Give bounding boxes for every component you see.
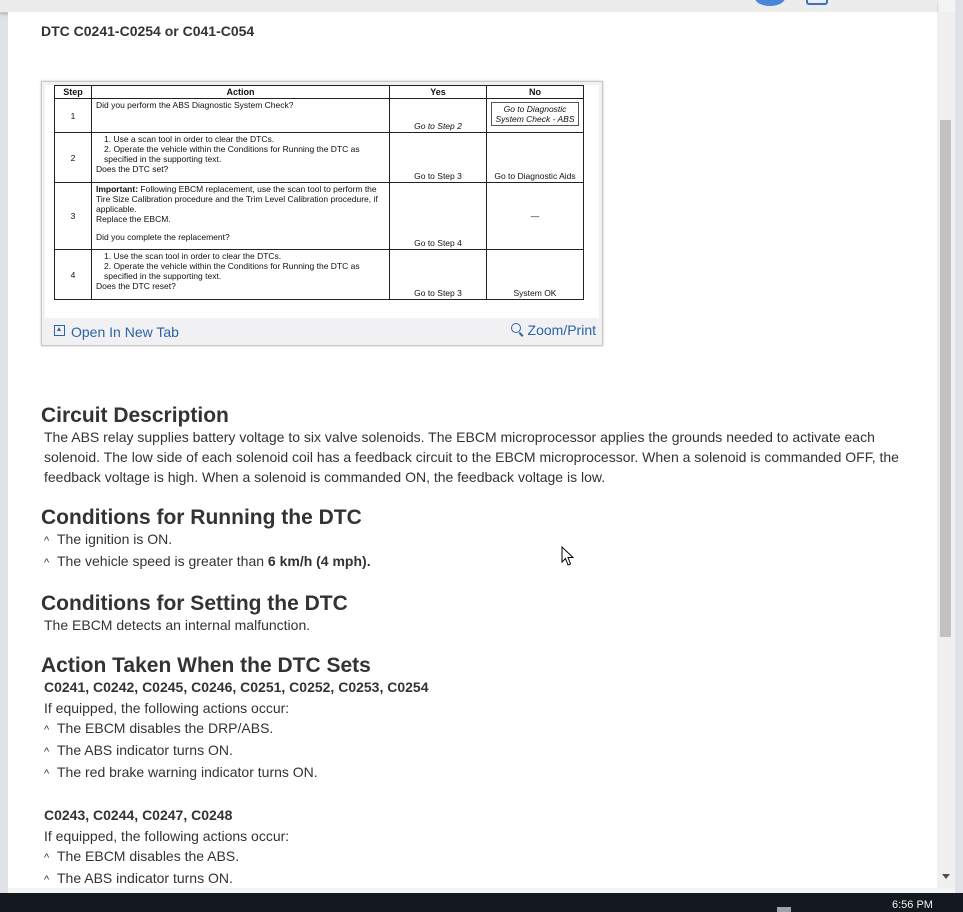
document-content [8, 12, 937, 888]
bullet-text: The ABS indicator turns ON. [57, 742, 233, 758]
step-yes: Go to Step 2 [390, 99, 487, 133]
action-line [96, 184, 385, 214]
action-line: 1. Use a scan tool in order to clear the DTCs. [104, 134, 275, 144]
action-line: 2. Operate the vehicle within the Conditions for Running the DTC as specified in the supporting text. [104, 144, 360, 164]
action-line: Does the DTC reset? [96, 281, 176, 291]
action-line: Did you complete the replacement? [96, 232, 230, 242]
open-tab-label: Open In New Tab [71, 324, 179, 340]
taskbar [0, 893, 963, 912]
action-taken-heading: Action Taken When the DTC Sets [41, 654, 371, 677]
bullet-text: The vehicle speed is greater than [57, 553, 268, 569]
open-new-tab-icon [54, 325, 65, 336]
header-action: Action [92, 86, 390, 99]
action-line: Does the DTC set? [96, 164, 169, 174]
header-no: No [487, 86, 584, 99]
step-action [92, 133, 390, 183]
bullet-glyph: ^ [44, 874, 50, 886]
bullet-glyph: ^ [44, 724, 50, 736]
bullet-glyph: ^ [44, 746, 50, 758]
action-line: Replace the EBCM. [96, 214, 171, 224]
bullet-glyph: ^ [44, 535, 50, 547]
speed-threshold: 6 km/h (4 mph). [267, 553, 371, 569]
list-item [41, 846, 911, 868]
table-row [55, 250, 584, 300]
tray-label [808, 904, 868, 912]
diagnostic-table-figure [41, 81, 603, 346]
bullet-text: The EBCM disables the ABS. [57, 848, 240, 864]
header-yes: Yes [390, 86, 487, 99]
step-number: 1 [55, 99, 92, 133]
step-number: 2 [55, 133, 92, 183]
table-row [55, 183, 584, 250]
action-line: Did you perform the ABS Diagnostic System Check? [96, 100, 294, 110]
zoom-print-label: Zoom/Print [527, 322, 596, 338]
circuit-description-heading: Circuit Description [41, 404, 229, 427]
profile-button[interactable] [755, 0, 785, 6]
actions-intro: If equipped, the following actions occur: [44, 828, 290, 844]
step-no: System OK [487, 250, 584, 300]
dtc-code-group: C0243, C0244, C0247, C0248 [44, 807, 233, 823]
figure-image[interactable] [45, 85, 599, 318]
conditions-setting-text: The EBCM detects an internal malfunction. [44, 617, 311, 633]
action-line: 2. Operate the vehicle within the Conditions for Running the DTC as specified in the supporting text. [104, 261, 360, 281]
list-item [41, 529, 911, 551]
bullet-text: The ignition is ON. [57, 531, 173, 547]
window-left-border [0, 0, 8, 893]
table-row [55, 133, 584, 183]
table-header-row [55, 86, 584, 99]
list-item [41, 740, 911, 762]
window-right-border [955, 0, 963, 893]
figure-footer [42, 320, 602, 345]
conditions-setting-heading: Conditions for Setting the DTC [41, 592, 348, 615]
step-yes: Go to Step 4 [390, 183, 487, 250]
step-action [92, 250, 390, 300]
bullet-glyph: ^ [44, 852, 50, 864]
bullet-text: The EBCM disables the DRP/ABS. [57, 720, 274, 736]
important-label: Important: [96, 184, 139, 194]
bullet-glyph: ^ [44, 557, 50, 569]
document-icon[interactable] [806, 0, 828, 5]
diagnostic-steps-table [54, 85, 584, 300]
step-no [487, 99, 584, 133]
step-yes: Go to Step 3 [390, 133, 487, 183]
circuit-description-text: The ABS relay supplies battery voltage to six valve solenoids. The EBCM microprocessor applies the grounds needed to activate each solenoid. The low side of each solenoid coil has a feedback circuit to the EBCM microprocessor. When a solenoid is commanded OFF, the feedback voltage is high. When a solenoid is commanded ON, the feedback voltage is low. [44, 429, 899, 485]
header-step: Step [55, 86, 92, 99]
bullet-text: The ABS indicator turns ON. [57, 870, 233, 886]
list-item [41, 762, 911, 784]
bullet-text: The red brake warning indicator turns ON. [57, 764, 318, 780]
magnifier-icon [511, 323, 524, 336]
clock[interactable]: 6:56 PM [892, 899, 933, 911]
dtc-code-group: C0241, C0242, C0245, C0246, C0251, C0252, C0253, C0254 [44, 679, 429, 695]
bullet-glyph: ^ [44, 768, 50, 780]
step-no-link: Go to Diagnostic System Check - ABS [491, 102, 579, 126]
scroll-down-arrow-icon[interactable] [942, 874, 950, 879]
list-item [41, 551, 911, 573]
actions-intro: If equipped, the following actions occur: [44, 700, 290, 716]
tray-icon[interactable] [777, 907, 791, 912]
list-item [41, 868, 911, 888]
page-title: DTC C0241-C0254 or C041-C054 [41, 23, 255, 39]
step-no: Go to Diagnostic Aids [487, 133, 584, 183]
description-sections [41, 406, 911, 888]
list-item [41, 718, 911, 740]
mouse-cursor-icon [561, 546, 575, 568]
table-row [55, 99, 584, 133]
scrollbar-thumb[interactable] [940, 120, 951, 637]
step-number: 3 [55, 183, 92, 250]
step-action [92, 99, 390, 133]
important-text: Following EBCM replacement, use the scan tool to perform the Tire Size Calibration procedure and the Trim Level Calibration procedure, if applicable. [96, 184, 378, 214]
action-line: 1. Use the scan tool in order to clear the DTCs. [104, 251, 282, 261]
step-no: — [487, 183, 584, 250]
vertical-scrollbar[interactable] [937, 12, 955, 888]
open-in-new-tab-link[interactable] [54, 324, 179, 340]
zoom-print-link[interactable] [511, 322, 596, 338]
step-number: 4 [55, 250, 92, 300]
conditions-running-heading: Conditions for Running the DTC [41, 506, 362, 529]
step-action [92, 183, 390, 250]
step-yes: Go to Step 3 [390, 250, 487, 300]
